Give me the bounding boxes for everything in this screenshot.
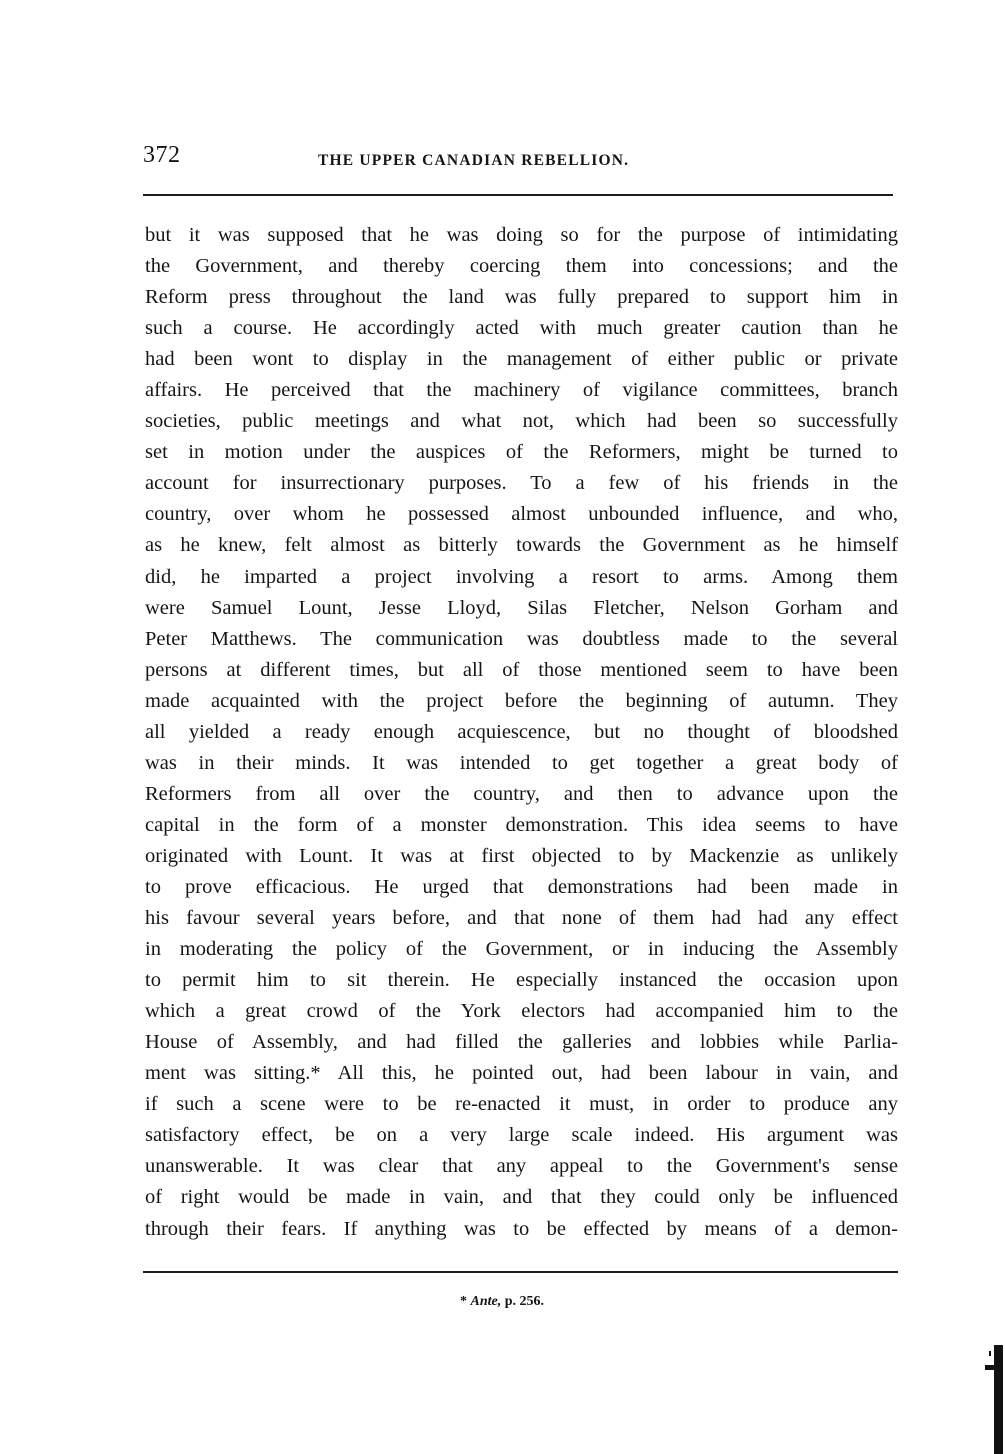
text-line: unanswerable. It was clear that any appeal to the Government's sense [145,1155,898,1178]
text-line: of right would be made in vain, and that they could only be influenced [145,1186,898,1209]
running-title: THE UPPER CANADIAN REBELLION. [318,152,630,169]
text-line: set in motion under the auspices of the Reformers, might be turned to [145,441,898,464]
text-line: Reformers from all over the country, and then to advance upon the [145,782,898,805]
text-line: ment was sitting.* All this, he pointed out, had been labour in vain, and [145,1062,898,1085]
text-line: in moderating the policy of the Government, or in inducing the Assembly [145,938,898,961]
text-line: satisfactory effect, be on a very large scale indeed. His argument was [145,1124,898,1147]
text-line: Peter Matthews. The communication was doubtless made to the several [145,627,898,650]
text-line: through their fears. If anything was to be effected by means of a demon- [145,1217,898,1240]
text-line: made acquainted with the project before the beginning of autumn. They [145,689,898,712]
footnote-rule [143,1271,898,1273]
text-line: societies, public meetings and what not, which had been so successfully [145,410,898,433]
text-line: as he knew, felt almost as bitterly towards the Government as he himself [145,534,898,557]
text-line: were Samuel Lount, Jesse Lloyd, Silas Fletcher, Nelson Gorham and [145,596,898,619]
text-line: capital in the form of a monster demonstration. This idea seems to have [145,813,898,836]
text-line: his favour several years before, and that none of them had had any effect [145,907,898,930]
page-number: 372 [143,142,181,168]
text-line: had been wont to display in the management of either public or private [145,348,898,371]
footnote-marker: * [460,1294,471,1309]
footnote [460,1294,544,1310]
text-line: such a course. He accordingly acted with much greater caution than he [145,317,898,340]
text-line: all yielded a ready enough acquiescence, but no thought of bloodshed [145,720,898,743]
text-line: to permit him to sit therein. He especially instanced the occasion upon [145,969,898,992]
text-line: account for insurrectionary purposes. To a few of his friends in the [145,472,898,495]
body-text [145,220,898,1245]
text-line: but it was supposed that he was doing so for the purpose of intimidating [145,224,898,246]
scan-edge-mark [985,1345,1003,1454]
text-line: did, he imparted a project involving a resort to arms. Among them [145,565,898,588]
footnote-reference: p. 256. [501,1294,545,1309]
text-line: if such a scene were to be re-enacted it must, in order to produce any [145,1093,898,1116]
text-line: originated with Lount. It was at first objected to by Mackenzie as unlikely [145,844,898,867]
text-line: House of Assembly, and had filled the galleries and lobbies while Parlia- [145,1031,898,1054]
text-line: affairs. He perceived that the machinery of vigilance committees, branch [145,379,898,402]
text-line: which a great crowd of the York electors had accompanied him to the [145,1000,898,1023]
text-line: persons at different times, but all of those mentioned seem to have been [145,658,898,681]
text-line: Reform press throughout the land was fully prepared to support him in [145,286,898,309]
text-line: to prove efficacious. He urged that demonstrations had been made in [145,875,898,898]
footnote-source: Ante, [470,1294,502,1309]
text-line: was in their minds. It was intended to get together a great body of [145,751,898,774]
header-rule [143,194,893,196]
text-line: country, over whom he possessed almost unbounded influence, and who, [145,503,898,526]
text-line: the Government, and thereby coercing them into concessions; and the [145,255,898,278]
